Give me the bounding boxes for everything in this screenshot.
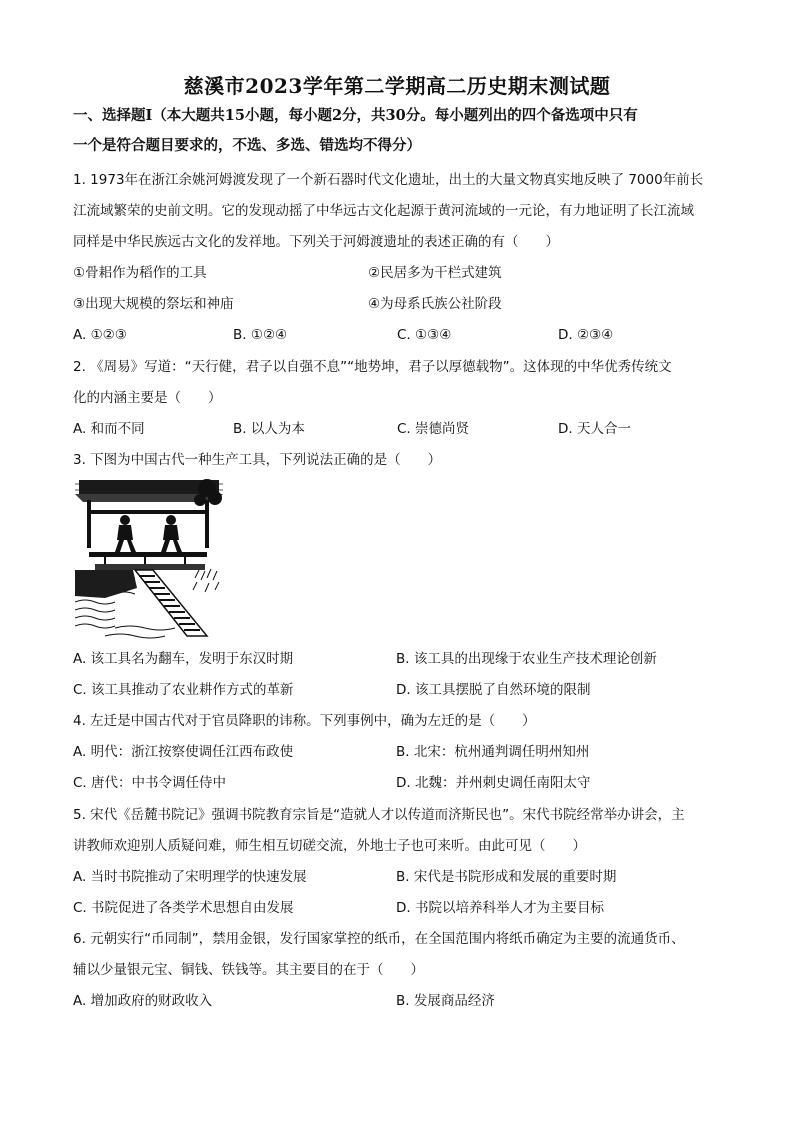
question-1-options — [73, 320, 723, 351]
question-5-option-b: B. 宋代是书院形成和发展的重要时期 — [396, 869, 617, 885]
question-2-option-d: D. 天人合一 — [558, 421, 631, 437]
question-4-option-a: A. 明代：浙江按察使调任江西布政使 — [73, 744, 294, 760]
question-2-option-c: C. 崇德尚贤 — [397, 421, 470, 437]
question-4-option-d: D. 北魏：并州刺史调任南阳太守 — [396, 775, 591, 791]
question-5-options-row-1 — [73, 862, 723, 893]
section-heading — [73, 101, 733, 161]
question-1-option-d: D. ②③④ — [558, 327, 614, 343]
question-5-option-c: C. 书院促进了各类学术思想自由发展 — [73, 900, 294, 916]
question-1-statement-2: ②民居多为干栏式建筑 — [368, 265, 502, 281]
question-3-option-b: B. 该工具的出现缘于农业生产技术理论创新 — [396, 651, 657, 667]
exam-title: 慈溪市2023学年第二学期高二历史期末测试题 — [183, 74, 611, 98]
question-5-line-1: 5. 宋代《岳麓书院记》强调书院教育宗旨是“造就人才以传道而济斯民也”。宋代书院经常举办讲会，主 — [73, 807, 685, 823]
question-1-line-1: 1. 1973年在浙江余姚河姆渡发现了一个新石器时代文化遗址，出土的大量文物真实地反映了 7000年前长 — [73, 172, 704, 188]
question-1-option-c: C. ①③④ — [397, 327, 452, 343]
question-6-line-1: 6. 元朝实行“币同制”，禁用金银，发行国家掌控的纸币，在全国范围内将纸币确定为主要的流通货币、 — [73, 931, 685, 947]
question-3-stem — [73, 445, 723, 476]
question-1-line-2: 江流域繁荣的史前文明。它的发现动摇了中华远古文化起源于黄河流域的一元论，有力地证明了长江流域 — [73, 203, 694, 219]
question-4-line-1: 4. 左迁是中国古代对于官员降职的讳称。下列事例中，确为左迁的是（ ） — [73, 713, 536, 729]
question-4-stem — [73, 706, 723, 737]
question-2-line-1: 2. 《周易》写道：“天行健，君子以自强不息”“地势坤，君子以厚德载物”。这体现的中华优秀传统文 — [73, 359, 672, 375]
question-2-option-b: B. 以人为本 — [233, 421, 305, 437]
question-1-statement-1: ①骨耜作为稻作的工具 — [73, 265, 207, 281]
question-2-stem — [73, 352, 723, 414]
question-5-line-2: 讲教师欢迎别人质疑问难，师生相互切磋交流，外地士子也可来听。由此可见（ ） — [73, 838, 586, 854]
question-1-stem — [73, 165, 723, 258]
question-5-option-d: D. 书院以培养科举人才为主要目标 — [396, 900, 604, 916]
question-3-options-row-1 — [73, 644, 723, 675]
question-4-option-c: C. 唐代：中书令调任侍中 — [73, 775, 227, 791]
question-2-options — [73, 414, 723, 445]
question-4-options-row-2 — [73, 768, 723, 799]
question-6-option-b: B. 发展商品经济 — [396, 993, 495, 1009]
question-1-statements-row-1 — [73, 258, 723, 289]
waterwheel-woodcut-illustration — [75, 478, 223, 640]
question-2-option-a: A. 和而不同 — [73, 421, 145, 437]
question-1-line-3: 同样是中华民族远古文化的发祥地。下列关于河姆渡遗址的表述正确的有（ ） — [73, 234, 559, 250]
question-6-line-2: 辅以少量银元宝、铜钱、铁钱等。其主要目的在于（ ） — [73, 962, 424, 978]
question-4-option-b: B. 北宋：杭州通判调任明州知州 — [396, 744, 590, 760]
question-1-statement-3: ③出现大规模的祭坛和神庙 — [73, 296, 234, 312]
question-1-option-a: A. ①②③ — [73, 327, 127, 343]
question-1-option-b: B. ①②④ — [233, 327, 288, 343]
section-heading-line-1: 一、选择题Ⅰ（本大题共15小题，每小题2分，共30分。每小题列出的四个备选项中只有 — [73, 107, 638, 124]
question-3-option-d: D. 该工具摆脱了自然环境的限制 — [396, 682, 591, 698]
question-5-options-row-2 — [73, 893, 723, 924]
section-heading-line-2: 一个是符合题目要求的，不选、多选、错选均不得分） — [73, 137, 421, 154]
question-1-statements-row-2 — [73, 289, 723, 320]
question-3-line-1: 3. 下图为中国古代一种生产工具，下列说法正确的是（ ） — [73, 452, 442, 468]
question-4-options-row-1 — [73, 737, 723, 768]
question-5-option-a: A. 当时书院推动了宋明理学的快速发展 — [73, 869, 307, 885]
question-6-options-row-1 — [73, 986, 723, 1017]
question-1-statement-4: ④为母系氏族公社阶段 — [368, 296, 502, 312]
question-6-stem — [73, 924, 723, 986]
question-3-options-row-2 — [73, 675, 723, 706]
question-2-line-2: 化的内涵主要是（ ） — [73, 390, 222, 406]
woodcut-drawing — [75, 478, 223, 640]
question-6-option-a: A. 增加政府的财政收入 — [73, 993, 213, 1009]
question-3-option-c: C. 该工具推动了农业耕作方式的革新 — [73, 682, 294, 698]
question-3-option-a: A. 该工具名为翻车，发明于东汉时期 — [73, 651, 294, 667]
question-5-stem — [73, 800, 723, 862]
